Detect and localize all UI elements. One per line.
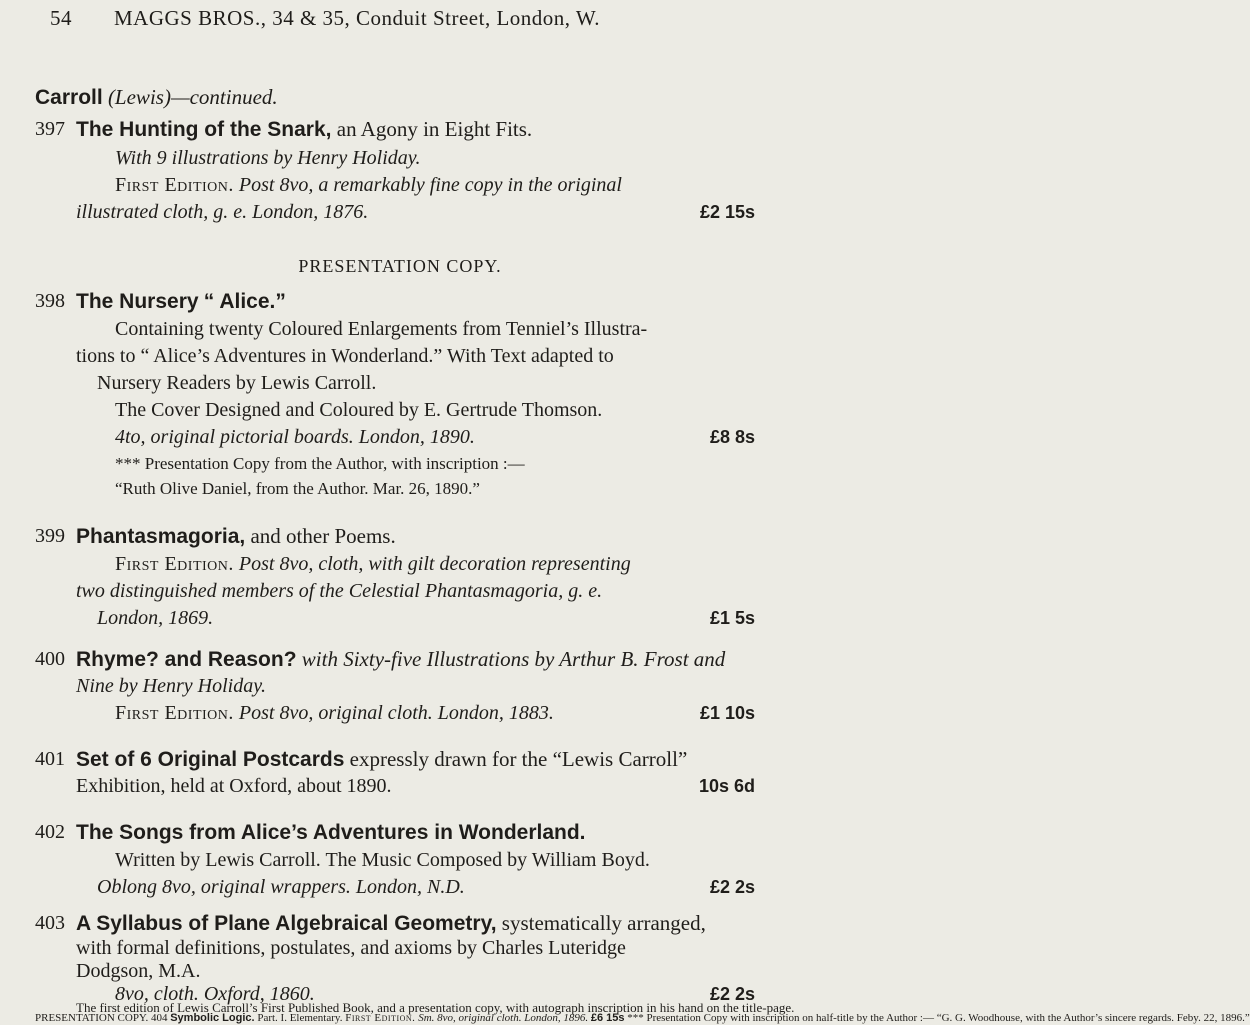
- presentation-heading: PRESENTATION COPY.: [298, 256, 502, 276]
- entry-title: Set of 6 Original Postcards: [76, 748, 345, 771]
- entry-number: 404: [150, 1012, 168, 1024]
- entry-line: Dodgson, M.A.: [76, 960, 201, 982]
- entry-number: 400: [35, 648, 65, 670]
- entry-price: £6 15s: [590, 1012, 625, 1024]
- edition-label: First Edition.: [115, 553, 234, 575]
- entry-title-rest: and other Poems.: [250, 524, 396, 548]
- entry-line: Nursery Readers by Lewis Carroll.: [97, 372, 377, 394]
- entry-title-rest: systematically arranged,: [501, 911, 706, 935]
- entry-title-line: [76, 525, 396, 548]
- entry-price: £2 2s: [709, 984, 755, 1004]
- presentation-heading: PRESENTATION COPY.: [35, 1012, 149, 1024]
- entry-title-line: [76, 118, 532, 141]
- entry-description: Post 8vo, original cloth. London, 1883.: [238, 702, 554, 724]
- entry-title-line: [76, 290, 286, 313]
- entry-line: The Cover Designed and Coloured by E. Gertrude Thomson.: [115, 399, 603, 421]
- entry-note: “Ruth Olive Daniel, from the Author. Mar. 26, 1890.”: [115, 479, 480, 498]
- entry-number: 399: [35, 525, 65, 547]
- entry-note-2: “G. G. Woodhouse, with the Author’s sincere regards. Feby. 22, 1896.”: [936, 1012, 1250, 1024]
- entry-number: 403: [35, 912, 65, 934]
- entry-line: Containing twenty Coloured Enlargements from Tenniel’s Illustra-: [115, 318, 648, 340]
- entry-title: A Syllabus of Plane Algebraical Geometry,: [76, 912, 497, 935]
- entry-line: Nine by Henry Holiday.: [76, 675, 266, 697]
- entry-price: £1 10s: [699, 703, 755, 723]
- entry-price: 10s 6d: [698, 776, 755, 796]
- entry-price: £8 8s: [709, 427, 755, 447]
- entry-line: [115, 702, 554, 724]
- entry-price: £2 15s: [699, 202, 755, 222]
- edition-label: First Edition.: [115, 174, 234, 196]
- entry-number: 397: [35, 118, 65, 140]
- entry-note: *** Presentation Copy from the Author, with inscription :—: [115, 454, 525, 473]
- entry-number: 401: [35, 748, 65, 770]
- entry-line: tions to “ Alice’s Adventures in Wonderland.” With Text adapted to: [76, 345, 614, 367]
- author-heading: [35, 86, 278, 109]
- entry-title: Symbolic Logic.: [170, 1012, 255, 1024]
- entry-title-line: [76, 648, 725, 671]
- entry-title-rest: Part. I. Elementary.: [257, 1012, 343, 1024]
- entry-title: The Nursery: [76, 290, 199, 313]
- entry-title-rest: an Agony in Eight Fits.: [336, 117, 533, 141]
- entry-title-line: [76, 912, 706, 935]
- publisher-line: MAGGS BROS., 34 & 35, Conduit Street, London, W.: [114, 6, 601, 30]
- entry-price: £1 5s: [709, 608, 755, 628]
- edition-label: First Edition.: [115, 702, 234, 724]
- entry-title: Phantasmagoria,: [76, 525, 246, 548]
- entry-note-2: autograph inscription in his hand on the title-page.: [532, 1000, 795, 1015]
- entry-line: two distinguished members of the Celestial Phantasmagoria, g. e.: [76, 580, 603, 602]
- entry-line: [115, 174, 622, 196]
- entry-title-line: [76, 821, 586, 844]
- entry-price: £2 2s: [709, 877, 755, 897]
- entry-description: Post 8vo, a remarkably fine copy in the original: [238, 174, 622, 196]
- entry-line: 4to, original pictorial boards. London, 1890.: [115, 426, 475, 448]
- entry-title: The Hunting of the Snark,: [76, 118, 332, 141]
- entry-line: 8vo, cloth. Oxford, 1860.: [115, 983, 315, 1005]
- entry-note-1: The first edition of Lewis Carroll’s First Published Book, and a presentation copy, with: [76, 1000, 530, 1015]
- entry-line: illustrated cloth, g. e. London, 1876.: [76, 201, 369, 223]
- entry-title-rest: with Sixty-five Illustrations by Arthur B. Frost and: [301, 647, 726, 671]
- entry-line: Exhibition, held at Oxford, about 1890.: [76, 775, 392, 797]
- entry-line: With 9 illustrations by Henry Holiday.: [115, 147, 421, 169]
- entry-line: London, 1869.: [97, 607, 214, 629]
- edition-label: First Edition.: [345, 1012, 416, 1024]
- entry-title: The Songs from Alice’s Adventures in Wonderland.: [76, 821, 586, 844]
- entry-404: [35, 1013, 1250, 1024]
- entry-title-rest: expressly drawn for the “Lewis Carroll”: [349, 747, 688, 771]
- entry-line: Oblong 8vo, original wrappers. London, N.D.: [97, 876, 465, 898]
- entry-description: Post 8vo, cloth, with gilt decoration representing: [238, 553, 631, 575]
- entry-number: 402: [35, 821, 65, 843]
- page-number: 54: [50, 6, 72, 30]
- author-continued: (Lewis)—continued.: [107, 85, 278, 109]
- entry-note-1: *** Presentation Copy with inscription on half-title by the Author :—: [627, 1012, 934, 1024]
- entry-line: with formal definitions, postulates, and axioms by Charles Luteridge: [76, 937, 626, 959]
- entry-number: 398: [35, 290, 65, 312]
- entry-title: Rhyme? and Reason?: [76, 648, 297, 671]
- entry-line: [115, 553, 631, 575]
- author-name: Carroll: [35, 86, 103, 109]
- entry-description: Sm. 8vo, original cloth. London, 1896.: [418, 1012, 589, 1024]
- entry-title-line: [76, 748, 687, 771]
- page-header: [50, 6, 600, 31]
- entry-title-rest: “ Alice.”: [203, 290, 286, 313]
- entry-line: Written by Lewis Carroll. The Music Composed by William Boyd.: [115, 849, 650, 871]
